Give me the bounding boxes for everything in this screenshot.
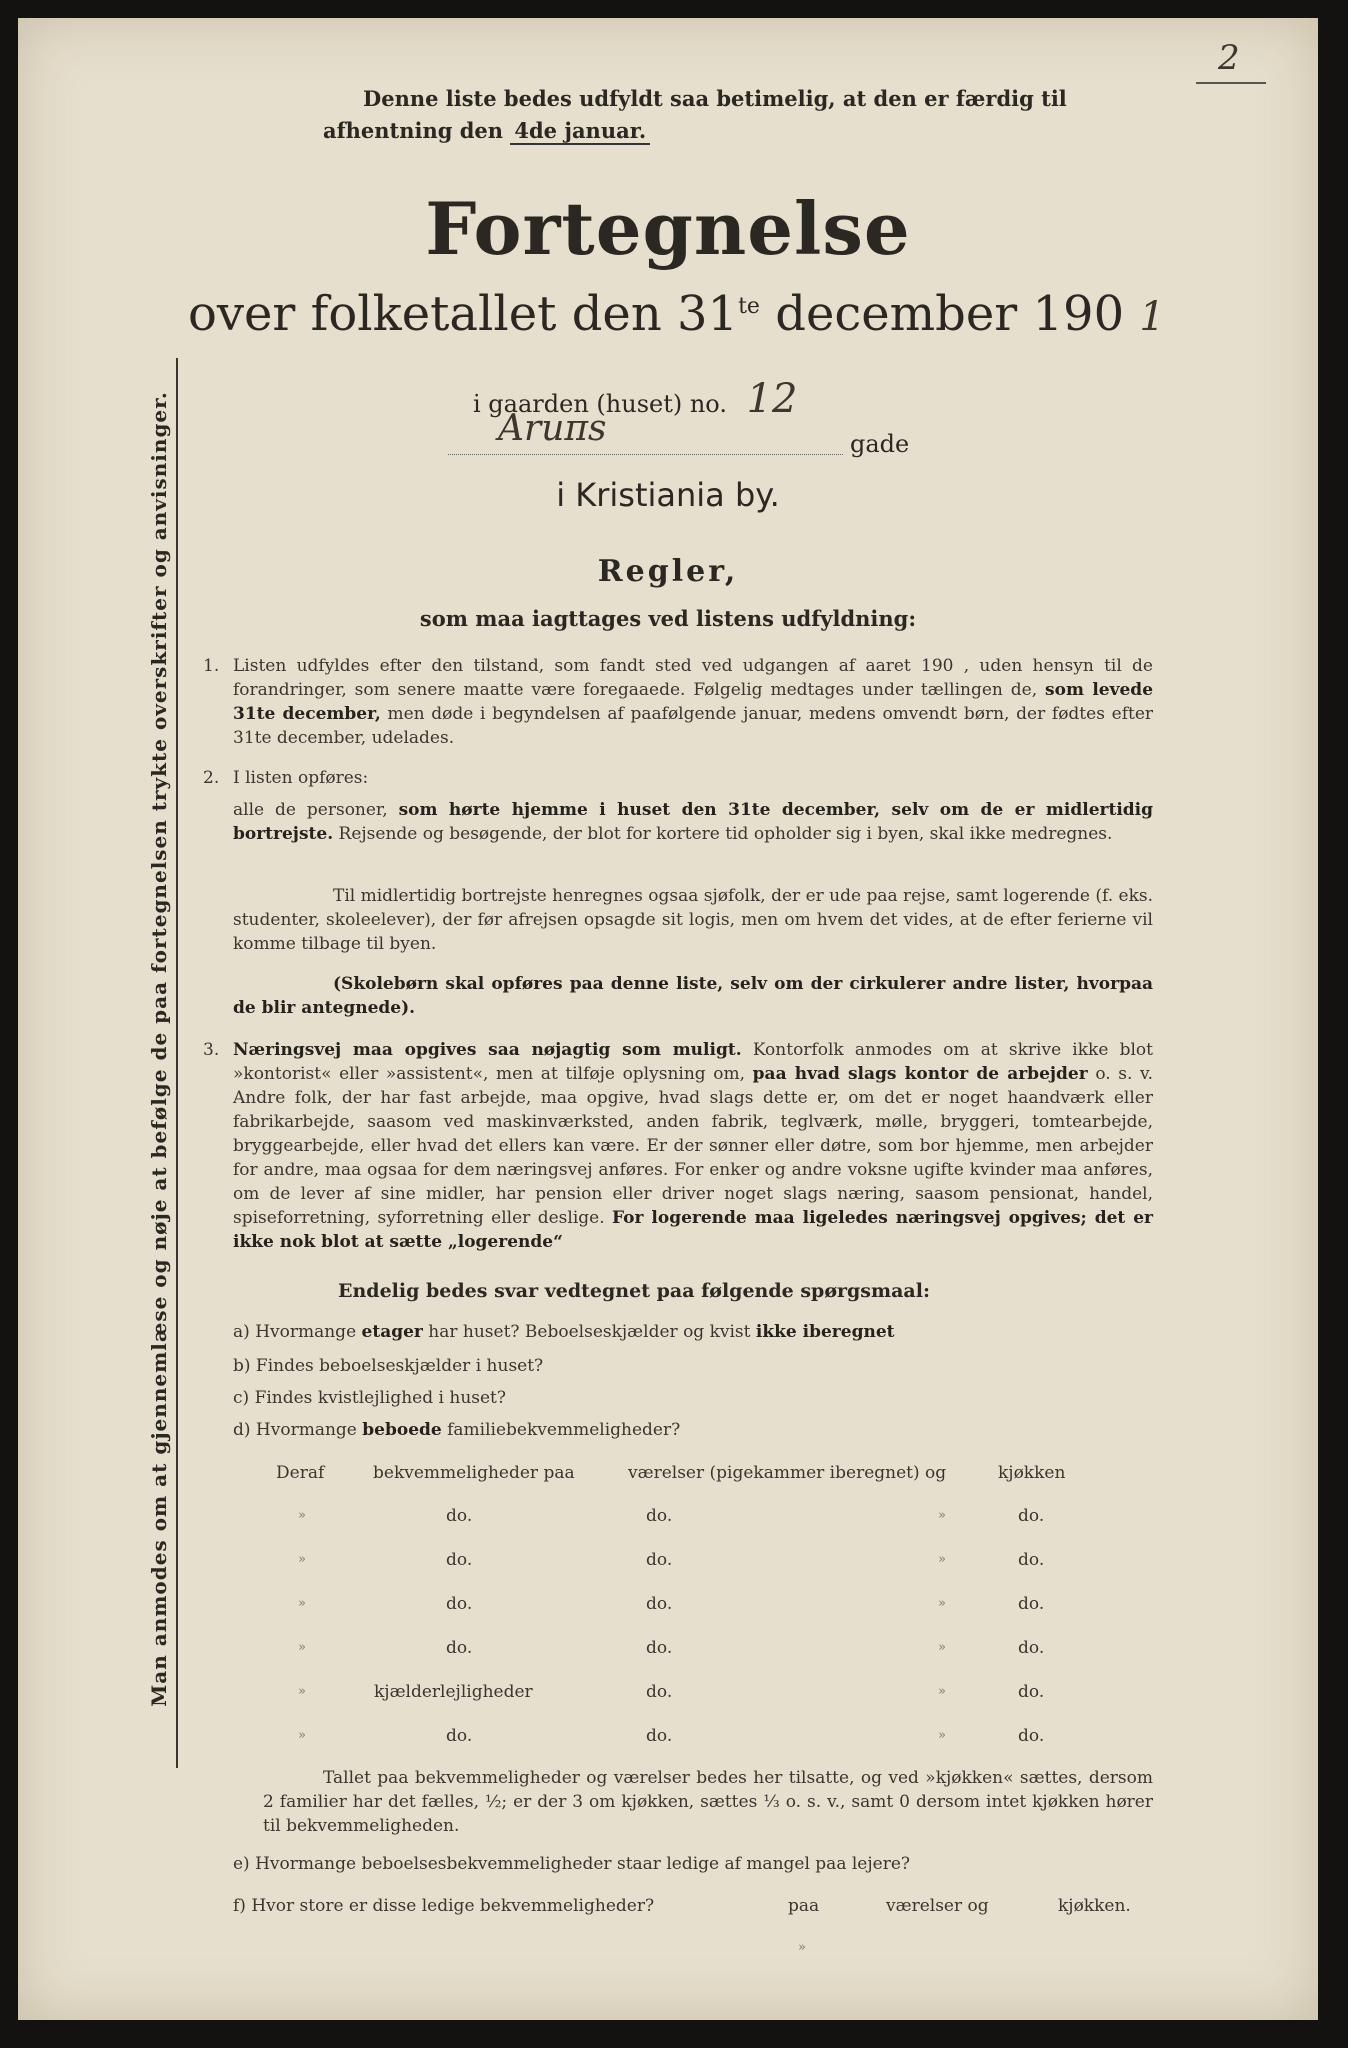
rule-1-number: 1. [203,656,220,676]
table-row-5-vaer: do. [646,1682,673,1702]
rules-heading: Regler, [597,554,739,589]
street-name-field-line [448,454,843,455]
question-f-paa: paa [788,1896,820,1916]
question-f-text: Hvor store er disse ledige bekvemmeligheder? [251,1896,655,1916]
notice-pickup-date: 4de januar. [510,118,650,145]
table-row-5-mark: » [298,1684,306,1699]
rule-3-part-d: o. s. v. Andre folk, der har fast arbejde, maa opgive, hvad slags dette er, om det er noget haandværk eller fabrikarbejde, saasom ved maskinværksted, anden fabrik, teglværk, mølle, bryggeri, tomtearbejde, bryggearbejde, eller hvad det ellers kan være. Er der sønner eller døtre, som bor hjemme, men arbejder for andre, maa ogsaa for dem næringsvej anføres. For enker og andre voksne ugifte kvinder maa anføres, om de lever af sine midler, har pension eller driver noget slags næring, saasom pensionat, handel, spiseforretning, syforretning eller deslige. [233,1064,1154,1228]
census-form-page [18,18,1318,2020]
question-d [233,1418,680,1442]
rule-1-text [233,654,1153,750]
question-d-label: d) [233,1420,251,1440]
street-name-handwritten: Aruπs [498,408,607,449]
form-subtitle [188,286,1165,342]
table-row-5-kj: do. [1018,1682,1045,1702]
rule-3-part-b: Kontorfolk anmodes om at skrive ikke blot »kontorist« eller »assistent«, men at tilføje oplysning om, [233,1040,1153,1084]
subtitle-after: december 190 [775,286,1125,342]
question-e-text: Hvormange beboelsesbekvemmeligheder staar ledige af mangel paa lejere? [255,1854,910,1874]
table-row-5-bekv: kjælderlejligheder [374,1682,533,1702]
question-c [233,1386,506,1410]
table-row-2-kj: do. [1018,1550,1045,1570]
corner-page-mark: 2 [1218,38,1240,78]
table-row-5-mark-2: » [938,1684,946,1699]
table-head-bekvemmeligheder: bekvemmeligheder paa [373,1463,575,1483]
subtitle-text: over folketallet den 31 [188,286,739,342]
rule-3-text [233,1038,1153,1254]
rule-3-number: 3. [203,1040,220,1060]
table-row-1-mark-2: » [938,1508,946,1523]
questions-heading: Endelig bedes svar vedtegnet paa følgende spørgsmaal: [338,1280,930,1302]
question-d-post: familiebekvemmeligheder? [447,1420,681,1440]
question-a-mid: har huset? Beboelseskjælder og kvist [428,1322,751,1342]
question-f-vaerelser: værelser og [886,1896,989,1916]
house-number-label: i gaarden (huset) no. [473,390,727,418]
question-b-label: b) [233,1356,251,1376]
subtitle-sup: te [738,294,760,319]
table-row-4-vaer: do. [646,1638,673,1658]
table-row-2-bekv: do. [446,1550,473,1570]
rule-2-paragraph-2: Til midlertidig bortrejste henregnes ogsaa sjøfolk, der er ude paa rejse, samt logerende (f. eks. studenter, skoleelever), der før afrejsen opsagde sit logis, men om hvem det vides, at de efter ferierne vil komme tilbage til byen. [233,886,1153,954]
form-title: Fortegnelse [425,186,911,271]
rule-1-part-c: men døde i begyndelsen af paafølgende januar, medens omvendt børn, der fødtes efter 31te december, udelades. [233,704,1153,748]
table-row-6-mark: » [298,1728,306,1743]
handwritten-year-digit: 1 [1139,294,1165,340]
table-row-3-kj: do. [1018,1594,1045,1614]
question-a [233,1320,895,1344]
table-row-6-vaer: do. [646,1726,673,1746]
notice-line-1: Denne liste bedes udfyldt saa betimelig, at den er færdig til [363,86,1067,111]
table-row-4-mark-2: » [938,1640,946,1655]
table-row-1-kj: do. [1018,1506,1045,1526]
notice-pickup-label: afhentning den [323,118,504,143]
rule-2-intro: I listen opføres: [233,768,369,788]
question-e-label: e) [233,1854,250,1874]
city-line: i Kristiania by. [556,476,780,514]
question-a-label: a) [233,1322,250,1342]
rule-2-paragraph-3: (Skolebørn skal opføres paa denne liste, selv om der cirkulerer andre lister, hvorpaa de blir antegnede). [233,974,1153,1018]
rule-2-bold: som hørte hjemme i huset den 31te december, selv om de er midlertidig bortrejste. [233,800,1154,844]
rule-2-part-a: alle de personer, [233,800,388,820]
table-row-3-vaer: do. [646,1594,673,1614]
table-row-4-kj: do. [1018,1638,1045,1658]
rule-3-bold-e: For logerende maa ligeledes næringsvej opgives; det er ikke nok blot at sætte „logerende“ [233,1208,1153,1252]
question-a-bold: etager [361,1322,423,1342]
rules-subheading: som maa iagttages ved listens udfyldning: [419,606,917,631]
rule-1-part-a: Listen udfyldes efter den tilstand, som fandt sted ved udgangen af aaret 190 , uden hensyn til de forandringer, som senere maatte være foregaaede. Følgelig medtages under tællingen de, [233,656,1153,700]
rule-2-text [233,798,1153,846]
question-c-text: Findes kvistlejlighed i huset? [254,1388,507,1408]
corner-mark-underline [1196,82,1266,84]
side-instruction-text: Man anmodes om at gjennemlæse og nøje at befølge de paa fortegnelsen trykte overskrifter og anvisninger. [147,391,171,1707]
table-row-3-mark: » [298,1596,306,1611]
street-suffix: gade [850,430,910,458]
question-d-pre: Hvormange [255,1420,357,1440]
question-f [233,1894,654,1918]
table-note: Tallet paa bekvemmeligheder og værelser bedes her tilsatte, og ved »kjøkken« sættes, dersom 2 familier har det fælles, ½; er der 3 om kjøkken, sættes ⅓ o. s. v., samt 0 dersom intet kjøkken hører til bekvemmeligheden. [263,1768,1153,1836]
rule-1-bold: som levede 31te december, [233,680,1154,724]
rule-2-part-c: Rejsende og besøgende, der blot for kortere tid opholder sig i byen, skal ikke medregnes. [338,824,1113,844]
question-a-pre: Hvormange [255,1322,357,1342]
table-row-2-mark-2: » [938,1552,946,1567]
table-head-kjokken: kjøkken [998,1463,1066,1483]
table-row-2-vaer: do. [646,1550,673,1570]
question-f-label: f) [233,1896,246,1916]
table-row-2-mark: » [298,1552,306,1567]
table-row-1-bekv: do. [446,1506,473,1526]
table-row-3-mark-2: » [938,1596,946,1611]
rule-3-bold-a: Næringsvej maa opgives saa nøjagtig som muligt. [233,1040,742,1060]
table-row-3-bekv: do. [446,1594,473,1614]
table-row-1-vaer: do. [646,1506,673,1526]
question-b-text: Findes beboelseskjælder i huset? [255,1356,544,1376]
table-head-deraf: Deraf [276,1463,325,1483]
question-f-quote-mark: » [798,1940,806,1955]
question-c-label: c) [233,1388,250,1408]
notice-line-2 [323,118,650,143]
question-a-bold-2: ikke iberegnet [755,1322,895,1342]
table-row-6-kj: do. [1018,1726,1045,1746]
table-row-6-bekv: do. [446,1726,473,1746]
rule-2-number: 2. [203,768,220,788]
table-row-6-mark-2: » [938,1728,946,1743]
question-f-kjokken: kjøkken. [1058,1896,1131,1916]
table-head-vaerelser: værelser (pigekammer iberegnet) og [628,1463,947,1483]
question-e [233,1852,910,1876]
table-row-4-mark: » [298,1640,306,1655]
rule-3-bold-c: paa hvad slags kontor de arbejder [752,1064,1088,1084]
question-d-bold: beboede [362,1420,442,1440]
question-b [233,1354,543,1378]
table-row-1-mark: » [298,1508,306,1523]
table-row-4-bekv: do. [446,1638,473,1658]
house-number-value: 12 [746,376,798,422]
